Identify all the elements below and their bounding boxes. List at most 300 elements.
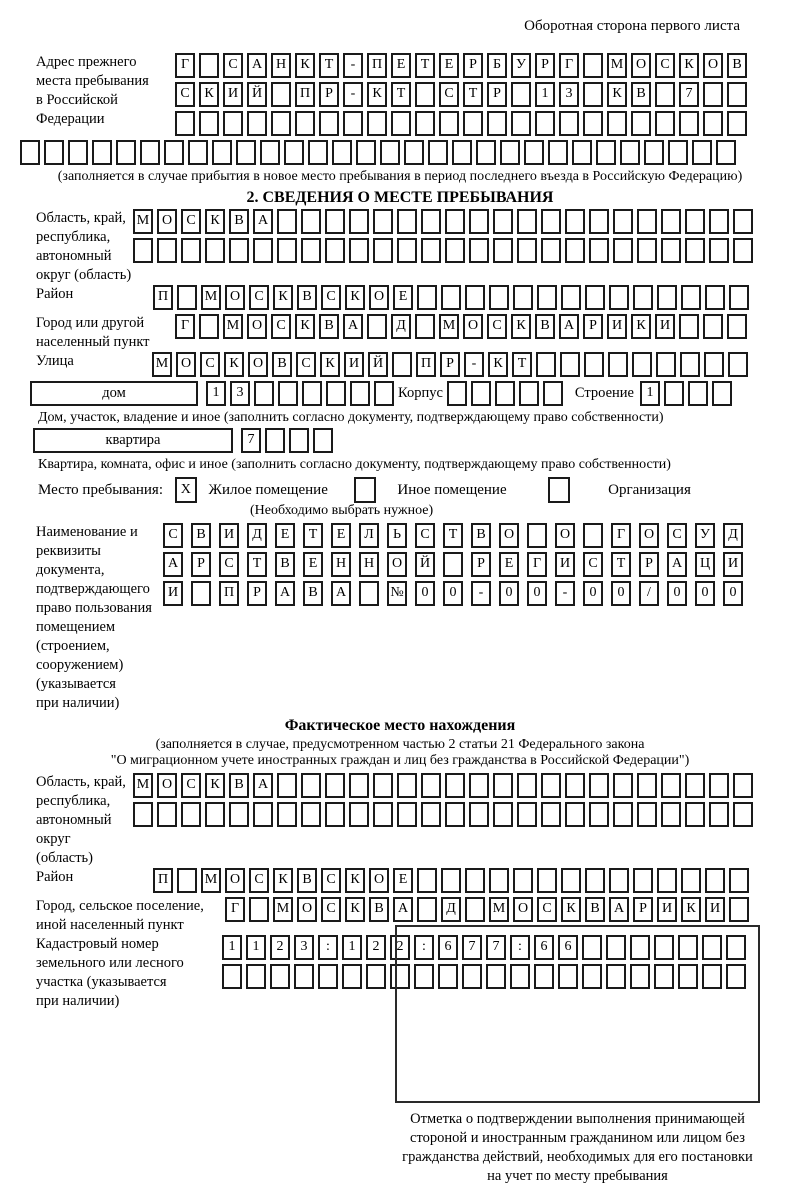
char-cell[interactable] bbox=[633, 285, 653, 310]
char-cell[interactable]: - bbox=[343, 82, 363, 107]
char-cell[interactable]: И bbox=[607, 314, 627, 339]
char-cell[interactable] bbox=[253, 238, 273, 263]
char-cell[interactable] bbox=[733, 802, 753, 827]
char-cell[interactable] bbox=[325, 802, 345, 827]
char-cell[interactable]: О bbox=[225, 868, 245, 893]
char-cell[interactable]: 1 bbox=[535, 82, 555, 107]
char-cell[interactable] bbox=[349, 773, 369, 798]
char-cell[interactable]: Т bbox=[463, 82, 483, 107]
char-cell[interactable] bbox=[733, 238, 753, 263]
char-cell[interactable]: 0 bbox=[415, 581, 435, 606]
char-cell[interactable]: В bbox=[303, 581, 323, 606]
char-cell[interactable] bbox=[404, 140, 424, 165]
char-cell[interactable]: А bbox=[393, 897, 413, 922]
char-cell[interactable]: 6 bbox=[438, 935, 458, 960]
char-cell[interactable] bbox=[680, 352, 700, 377]
char-cell[interactable] bbox=[541, 773, 561, 798]
char-cell[interactable]: Р bbox=[535, 53, 555, 78]
char-cell[interactable]: Т bbox=[512, 352, 532, 377]
char-cell[interactable]: К bbox=[224, 352, 244, 377]
char-cell[interactable] bbox=[277, 773, 297, 798]
char-cell[interactable] bbox=[277, 802, 297, 827]
char-cell[interactable]: Д bbox=[441, 897, 461, 922]
char-cell[interactable] bbox=[487, 111, 507, 136]
char-cell[interactable] bbox=[637, 773, 657, 798]
char-cell[interactable]: С bbox=[321, 897, 341, 922]
char-cell[interactable] bbox=[535, 111, 555, 136]
char-cell[interactable] bbox=[661, 209, 681, 234]
char-cell[interactable] bbox=[511, 111, 531, 136]
char-cell[interactable]: Т bbox=[391, 82, 411, 107]
char-cell[interactable]: И bbox=[223, 82, 243, 107]
char-cell[interactable] bbox=[191, 581, 211, 606]
char-cell[interactable] bbox=[548, 140, 568, 165]
char-cell[interactable]: И bbox=[705, 897, 725, 922]
char-cell[interactable]: С bbox=[223, 53, 243, 78]
char-cell[interactable]: В bbox=[297, 868, 317, 893]
char-cell[interactable]: О bbox=[369, 868, 389, 893]
char-cell[interactable]: Г bbox=[559, 53, 579, 78]
char-cell[interactable] bbox=[249, 897, 269, 922]
char-cell[interactable] bbox=[366, 964, 386, 989]
char-cell[interactable] bbox=[716, 140, 736, 165]
char-cell[interactable] bbox=[260, 140, 280, 165]
char-cell[interactable]: В bbox=[585, 897, 605, 922]
char-cell[interactable]: О bbox=[248, 352, 268, 377]
char-cell[interactable] bbox=[469, 238, 489, 263]
char-cell[interactable]: С bbox=[439, 82, 459, 107]
char-cell[interactable]: - bbox=[464, 352, 484, 377]
char-cell[interactable]: Ь bbox=[387, 523, 407, 548]
char-cell[interactable]: С bbox=[200, 352, 220, 377]
char-cell[interactable] bbox=[537, 285, 557, 310]
char-cell[interactable] bbox=[313, 428, 333, 453]
char-cell[interactable] bbox=[685, 238, 705, 263]
char-cell[interactable] bbox=[236, 140, 256, 165]
char-cell[interactable] bbox=[441, 868, 461, 893]
char-cell[interactable] bbox=[489, 285, 509, 310]
char-cell[interactable] bbox=[469, 773, 489, 798]
char-cell[interactable] bbox=[524, 140, 544, 165]
char-cell[interactable]: Д bbox=[391, 314, 411, 339]
char-cell[interactable]: К bbox=[679, 53, 699, 78]
char-cell[interactable]: 0 bbox=[527, 581, 547, 606]
stay-type-other-checkbox[interactable] bbox=[354, 477, 376, 503]
char-cell[interactable]: К bbox=[345, 285, 365, 310]
char-cell[interactable] bbox=[415, 111, 435, 136]
char-cell[interactable] bbox=[253, 802, 273, 827]
char-cell[interactable] bbox=[632, 352, 652, 377]
char-cell[interactable] bbox=[657, 285, 677, 310]
char-cell[interactable] bbox=[439, 111, 459, 136]
char-cell[interactable] bbox=[537, 868, 557, 893]
char-cell[interactable]: А bbox=[609, 897, 629, 922]
char-cell[interactable]: С bbox=[321, 868, 341, 893]
char-cell[interactable]: О bbox=[703, 53, 723, 78]
char-cell[interactable]: В bbox=[631, 82, 651, 107]
char-cell[interactable]: К bbox=[205, 209, 225, 234]
char-cell[interactable] bbox=[359, 581, 379, 606]
char-cell[interactable]: 6 bbox=[558, 935, 578, 960]
char-cell[interactable]: О bbox=[225, 285, 245, 310]
char-cell[interactable]: 2 bbox=[270, 935, 290, 960]
char-cell[interactable] bbox=[613, 802, 633, 827]
char-cell[interactable]: Б bbox=[487, 53, 507, 78]
char-cell[interactable]: О bbox=[297, 897, 317, 922]
stay-type-residential-checkbox[interactable]: X bbox=[175, 477, 197, 503]
char-cell[interactable]: 1 bbox=[246, 935, 266, 960]
char-cell[interactable] bbox=[289, 428, 309, 453]
char-cell[interactable] bbox=[633, 868, 653, 893]
char-cell[interactable] bbox=[199, 53, 219, 78]
char-cell[interactable]: Д bbox=[247, 523, 267, 548]
char-cell[interactable] bbox=[703, 82, 723, 107]
char-cell[interactable]: Р bbox=[440, 352, 460, 377]
char-cell[interactable]: В bbox=[297, 285, 317, 310]
char-cell[interactable]: 2 bbox=[390, 935, 410, 960]
char-cell[interactable]: Р bbox=[633, 897, 653, 922]
char-cell[interactable]: 0 bbox=[667, 581, 687, 606]
char-cell[interactable] bbox=[541, 802, 561, 827]
char-cell[interactable] bbox=[415, 82, 435, 107]
char-cell[interactable]: А bbox=[253, 773, 273, 798]
char-cell[interactable] bbox=[709, 773, 729, 798]
char-cell[interactable]: С bbox=[163, 523, 183, 548]
char-cell[interactable] bbox=[685, 773, 705, 798]
char-cell[interactable] bbox=[445, 773, 465, 798]
char-cell[interactable] bbox=[655, 82, 675, 107]
char-cell[interactable] bbox=[373, 238, 393, 263]
char-cell[interactable]: Г bbox=[175, 53, 195, 78]
char-cell[interactable]: Т bbox=[319, 53, 339, 78]
char-cell[interactable] bbox=[326, 381, 346, 406]
char-cell[interactable] bbox=[205, 802, 225, 827]
char-cell[interactable]: Е bbox=[391, 53, 411, 78]
char-cell[interactable] bbox=[212, 140, 232, 165]
char-cell[interactable] bbox=[637, 238, 657, 263]
char-cell[interactable] bbox=[417, 868, 437, 893]
char-cell[interactable] bbox=[301, 802, 321, 827]
char-cell[interactable]: О bbox=[463, 314, 483, 339]
char-cell[interactable] bbox=[704, 352, 724, 377]
char-cell[interactable]: 3 bbox=[230, 381, 250, 406]
char-cell[interactable]: П bbox=[219, 581, 239, 606]
char-cell[interactable]: В bbox=[727, 53, 747, 78]
char-cell[interactable] bbox=[181, 238, 201, 263]
char-cell[interactable] bbox=[229, 238, 249, 263]
char-cell[interactable] bbox=[265, 428, 285, 453]
char-cell[interactable] bbox=[278, 381, 298, 406]
char-cell[interactable]: П bbox=[295, 82, 315, 107]
char-cell[interactable] bbox=[727, 314, 747, 339]
char-cell[interactable] bbox=[679, 111, 699, 136]
char-cell[interactable] bbox=[493, 238, 513, 263]
char-cell[interactable]: 7 bbox=[486, 935, 506, 960]
char-cell[interactable] bbox=[613, 773, 633, 798]
char-cell[interactable] bbox=[589, 209, 609, 234]
char-cell[interactable] bbox=[271, 111, 291, 136]
char-cell[interactable]: О bbox=[555, 523, 575, 548]
char-cell[interactable] bbox=[445, 802, 465, 827]
char-cell[interactable]: 3 bbox=[294, 935, 314, 960]
char-cell[interactable] bbox=[565, 238, 585, 263]
char-cell[interactable] bbox=[607, 111, 627, 136]
char-cell[interactable]: - bbox=[471, 581, 491, 606]
char-cell[interactable] bbox=[350, 381, 370, 406]
char-cell[interactable] bbox=[613, 238, 633, 263]
char-cell[interactable]: 1 bbox=[222, 935, 242, 960]
char-cell[interactable] bbox=[637, 802, 657, 827]
char-cell[interactable] bbox=[656, 352, 676, 377]
char-cell[interactable] bbox=[417, 897, 437, 922]
char-cell[interactable] bbox=[319, 111, 339, 136]
char-cell[interactable]: П bbox=[416, 352, 436, 377]
char-cell[interactable]: Е bbox=[331, 523, 351, 548]
char-cell[interactable]: П bbox=[367, 53, 387, 78]
char-cell[interactable]: Е bbox=[303, 552, 323, 577]
char-cell[interactable]: К bbox=[295, 314, 315, 339]
char-cell[interactable] bbox=[301, 238, 321, 263]
char-cell[interactable] bbox=[308, 140, 328, 165]
char-cell[interactable]: 3 bbox=[559, 82, 579, 107]
char-cell[interactable] bbox=[177, 285, 197, 310]
char-cell[interactable]: 0 bbox=[611, 581, 631, 606]
char-cell[interactable] bbox=[463, 111, 483, 136]
char-cell[interactable]: О bbox=[176, 352, 196, 377]
char-cell[interactable]: В bbox=[369, 897, 389, 922]
char-cell[interactable]: Е bbox=[393, 285, 413, 310]
char-cell[interactable] bbox=[692, 140, 712, 165]
char-cell[interactable]: Ц bbox=[695, 552, 715, 577]
char-cell[interactable] bbox=[92, 140, 112, 165]
char-cell[interactable]: С bbox=[487, 314, 507, 339]
char-cell[interactable] bbox=[613, 209, 633, 234]
char-cell[interactable] bbox=[565, 209, 585, 234]
char-cell[interactable] bbox=[517, 773, 537, 798]
char-cell[interactable]: 2 bbox=[366, 935, 386, 960]
char-cell[interactable] bbox=[583, 82, 603, 107]
char-cell[interactable]: О bbox=[499, 523, 519, 548]
char-cell[interactable]: О bbox=[157, 773, 177, 798]
char-cell[interactable]: О bbox=[513, 897, 533, 922]
char-cell[interactable]: С bbox=[583, 552, 603, 577]
char-cell[interactable]: В bbox=[471, 523, 491, 548]
char-cell[interactable]: С bbox=[537, 897, 557, 922]
char-cell[interactable]: Н bbox=[359, 552, 379, 577]
char-cell[interactable] bbox=[543, 381, 563, 406]
char-cell[interactable] bbox=[157, 238, 177, 263]
char-cell[interactable] bbox=[277, 238, 297, 263]
char-cell[interactable]: С bbox=[321, 285, 341, 310]
char-cell[interactable] bbox=[349, 238, 369, 263]
char-cell[interactable] bbox=[373, 802, 393, 827]
char-cell[interactable]: Д bbox=[723, 523, 743, 548]
char-cell[interactable]: К bbox=[273, 868, 293, 893]
char-cell[interactable]: В bbox=[229, 773, 249, 798]
char-cell[interactable]: Е bbox=[275, 523, 295, 548]
char-cell[interactable] bbox=[188, 140, 208, 165]
char-cell[interactable]: С bbox=[655, 53, 675, 78]
char-cell[interactable] bbox=[445, 238, 465, 263]
char-cell[interactable]: - bbox=[555, 581, 575, 606]
char-cell[interactable] bbox=[476, 140, 496, 165]
char-cell[interactable]: 0 bbox=[723, 581, 743, 606]
char-cell[interactable] bbox=[20, 140, 40, 165]
char-cell[interactable] bbox=[68, 140, 88, 165]
char-cell[interactable] bbox=[223, 111, 243, 136]
char-cell[interactable]: Й bbox=[247, 82, 267, 107]
char-cell[interactable] bbox=[584, 352, 604, 377]
char-cell[interactable]: К bbox=[367, 82, 387, 107]
char-cell[interactable]: У bbox=[511, 53, 531, 78]
char-cell[interactable]: С bbox=[296, 352, 316, 377]
char-cell[interactable] bbox=[392, 352, 412, 377]
char-cell[interactable]: О bbox=[157, 209, 177, 234]
char-cell[interactable] bbox=[397, 238, 417, 263]
char-cell[interactable] bbox=[199, 111, 219, 136]
char-cell[interactable] bbox=[668, 140, 688, 165]
char-cell[interactable]: 6 bbox=[534, 935, 554, 960]
char-cell[interactable] bbox=[709, 238, 729, 263]
char-cell[interactable]: И bbox=[555, 552, 575, 577]
char-cell[interactable] bbox=[589, 802, 609, 827]
char-cell[interactable] bbox=[465, 285, 485, 310]
char-cell[interactable]: К bbox=[607, 82, 627, 107]
char-cell[interactable]: И bbox=[657, 897, 677, 922]
char-cell[interactable] bbox=[712, 381, 732, 406]
char-cell[interactable] bbox=[661, 238, 681, 263]
char-cell[interactable] bbox=[133, 238, 153, 263]
char-cell[interactable] bbox=[452, 140, 472, 165]
char-cell[interactable] bbox=[469, 802, 489, 827]
char-cell[interactable]: М bbox=[201, 868, 221, 893]
char-cell[interactable]: М bbox=[201, 285, 221, 310]
char-cell[interactable]: С bbox=[667, 523, 687, 548]
char-cell[interactable]: М bbox=[133, 209, 153, 234]
char-cell[interactable] bbox=[565, 802, 585, 827]
char-cell[interactable]: В bbox=[191, 523, 211, 548]
char-cell[interactable]: Й bbox=[368, 352, 388, 377]
char-cell[interactable] bbox=[517, 209, 537, 234]
char-cell[interactable] bbox=[441, 285, 461, 310]
char-cell[interactable] bbox=[709, 802, 729, 827]
char-cell[interactable] bbox=[565, 773, 585, 798]
char-cell[interactable] bbox=[583, 53, 603, 78]
char-cell[interactable]: / bbox=[639, 581, 659, 606]
char-cell[interactable] bbox=[513, 868, 533, 893]
char-cell[interactable]: И bbox=[723, 552, 743, 577]
char-cell[interactable] bbox=[332, 140, 352, 165]
char-cell[interactable] bbox=[391, 111, 411, 136]
char-cell[interactable]: Е bbox=[499, 552, 519, 577]
char-cell[interactable] bbox=[270, 964, 290, 989]
char-cell[interactable] bbox=[367, 314, 387, 339]
char-cell[interactable]: Р bbox=[639, 552, 659, 577]
char-cell[interactable] bbox=[727, 82, 747, 107]
char-cell[interactable] bbox=[729, 868, 749, 893]
char-cell[interactable] bbox=[421, 209, 441, 234]
char-cell[interactable] bbox=[284, 140, 304, 165]
char-cell[interactable]: Г bbox=[611, 523, 631, 548]
char-cell[interactable] bbox=[517, 802, 537, 827]
char-cell[interactable] bbox=[469, 209, 489, 234]
char-cell[interactable]: - bbox=[343, 53, 363, 78]
char-cell[interactable] bbox=[585, 285, 605, 310]
char-cell[interactable]: 0 bbox=[499, 581, 519, 606]
char-cell[interactable] bbox=[541, 209, 561, 234]
char-cell[interactable]: А bbox=[343, 314, 363, 339]
char-cell[interactable]: О bbox=[639, 523, 659, 548]
char-cell[interactable] bbox=[373, 209, 393, 234]
char-cell[interactable] bbox=[175, 111, 195, 136]
char-cell[interactable] bbox=[729, 897, 749, 922]
char-cell[interactable]: С bbox=[249, 868, 269, 893]
char-cell[interactable]: Р bbox=[319, 82, 339, 107]
char-cell[interactable]: С bbox=[249, 285, 269, 310]
char-cell[interactable] bbox=[655, 111, 675, 136]
char-cell[interactable]: М bbox=[133, 773, 153, 798]
char-cell[interactable] bbox=[349, 209, 369, 234]
char-cell[interactable] bbox=[728, 352, 748, 377]
char-cell[interactable] bbox=[681, 868, 701, 893]
char-cell[interactable] bbox=[428, 140, 448, 165]
char-cell[interactable]: П bbox=[153, 285, 173, 310]
char-cell[interactable] bbox=[500, 140, 520, 165]
char-cell[interactable] bbox=[589, 773, 609, 798]
char-cell[interactable] bbox=[681, 285, 701, 310]
char-cell[interactable]: 7 bbox=[241, 428, 261, 453]
char-cell[interactable] bbox=[733, 773, 753, 798]
char-cell[interactable] bbox=[271, 82, 291, 107]
char-cell[interactable] bbox=[301, 209, 321, 234]
char-cell[interactable] bbox=[254, 381, 274, 406]
char-cell[interactable] bbox=[609, 285, 629, 310]
char-cell[interactable] bbox=[685, 802, 705, 827]
char-cell[interactable] bbox=[247, 111, 267, 136]
char-cell[interactable]: И bbox=[219, 523, 239, 548]
char-cell[interactable] bbox=[373, 773, 393, 798]
char-cell[interactable]: А bbox=[163, 552, 183, 577]
char-cell[interactable] bbox=[199, 314, 219, 339]
char-cell[interactable]: М bbox=[489, 897, 509, 922]
char-cell[interactable] bbox=[703, 314, 723, 339]
char-cell[interactable] bbox=[559, 111, 579, 136]
char-cell[interactable]: И bbox=[655, 314, 675, 339]
char-cell[interactable]: В bbox=[319, 314, 339, 339]
char-cell[interactable] bbox=[536, 352, 556, 377]
char-cell[interactable] bbox=[294, 964, 314, 989]
char-cell[interactable] bbox=[709, 209, 729, 234]
char-cell[interactable] bbox=[181, 802, 201, 827]
char-cell[interactable]: К bbox=[345, 868, 365, 893]
char-cell[interactable]: К bbox=[561, 897, 581, 922]
char-cell[interactable]: Н bbox=[271, 53, 291, 78]
stay-type-organization-checkbox[interactable] bbox=[548, 477, 570, 503]
char-cell[interactable] bbox=[495, 381, 515, 406]
char-cell[interactable] bbox=[318, 964, 338, 989]
char-cell[interactable]: 0 bbox=[443, 581, 463, 606]
char-cell[interactable]: П bbox=[153, 868, 173, 893]
char-cell[interactable]: Г bbox=[527, 552, 547, 577]
char-cell[interactable] bbox=[443, 552, 463, 577]
char-cell[interactable]: В bbox=[229, 209, 249, 234]
char-cell[interactable]: О bbox=[631, 53, 651, 78]
char-cell[interactable]: С bbox=[271, 314, 291, 339]
char-cell[interactable] bbox=[295, 111, 315, 136]
char-cell[interactable]: Р bbox=[463, 53, 483, 78]
char-cell[interactable]: 1 bbox=[342, 935, 362, 960]
char-cell[interactable] bbox=[157, 802, 177, 827]
